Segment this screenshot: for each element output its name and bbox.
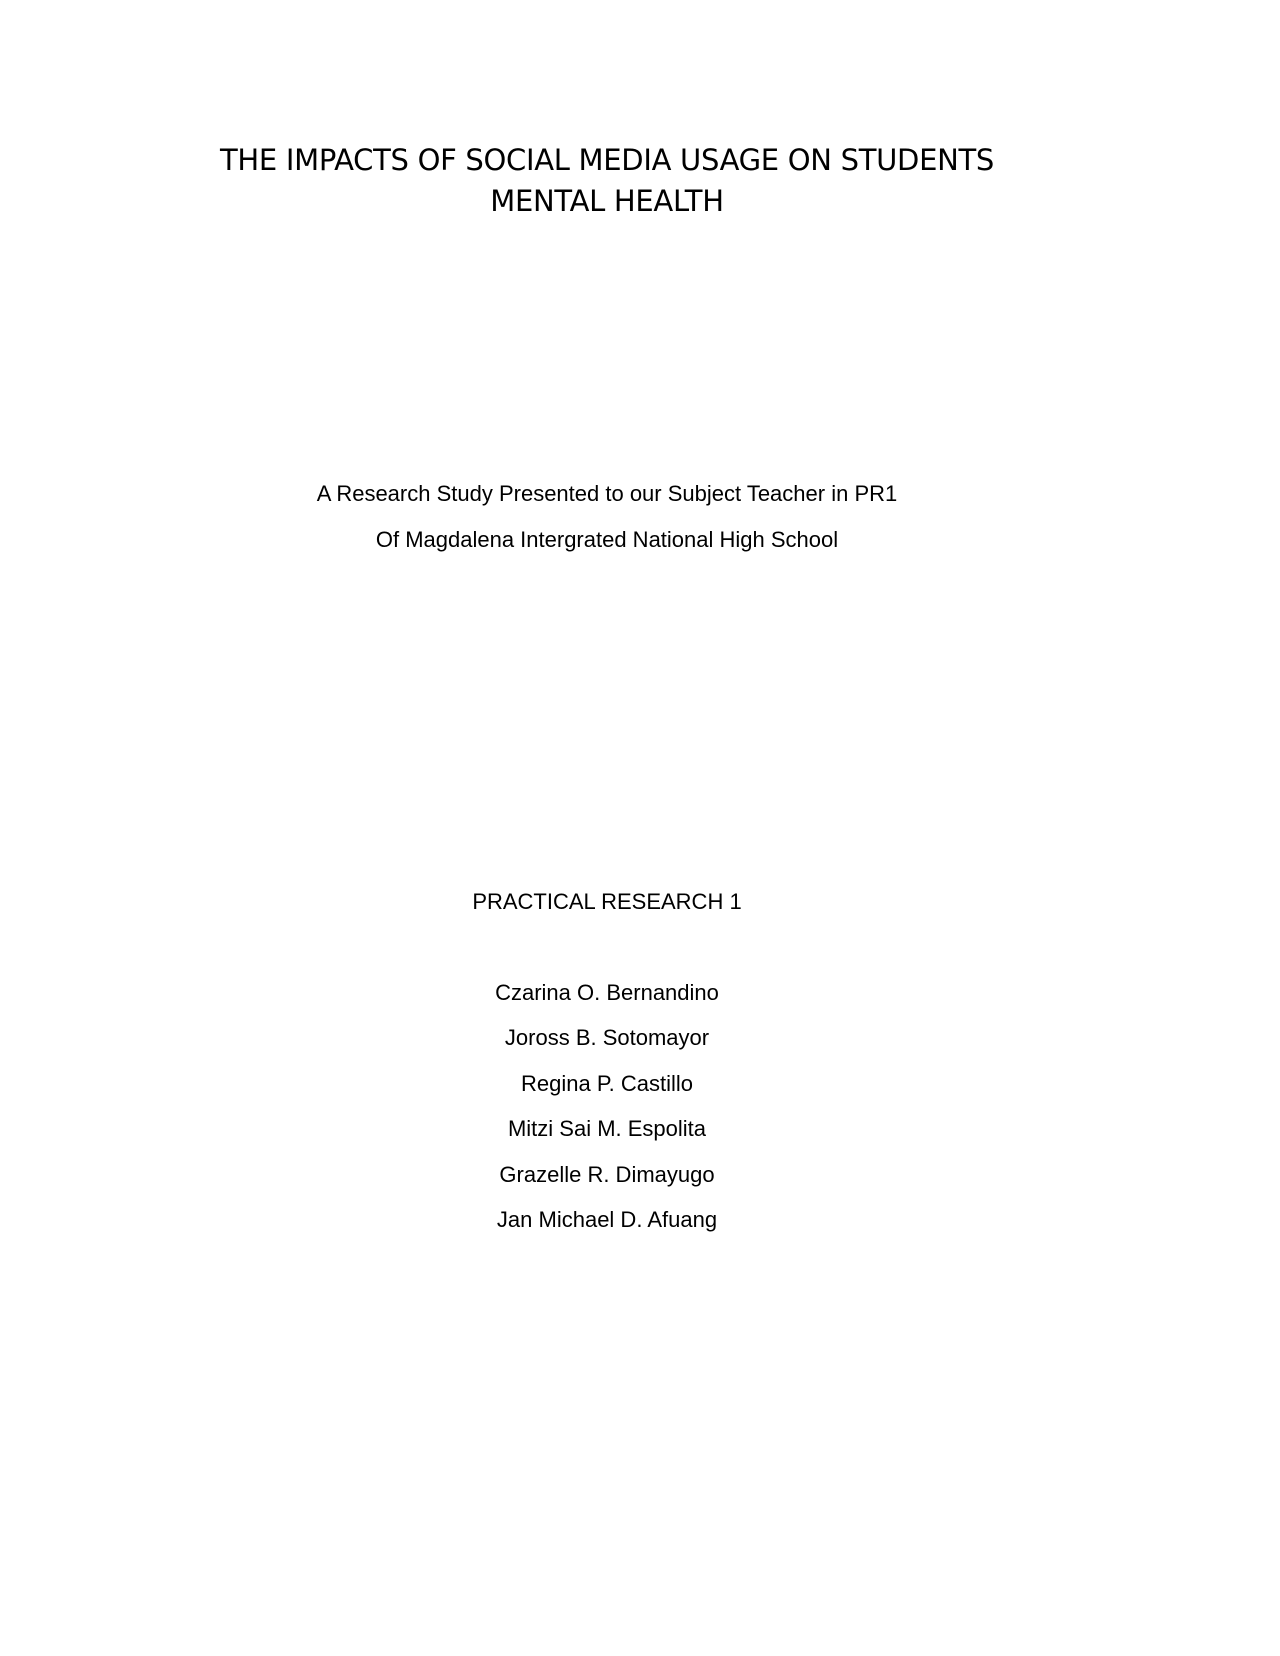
document-title-line-2: MENTAL HEALTH	[490, 184, 724, 218]
subtitle-line-1: A Research Study Presented to our Subject Teacher in PR1	[316, 481, 898, 506]
author-name: Grazelle R. Dimayugo	[499, 1162, 715, 1187]
subtitle-line-2: Of Magdalena Intergrated National High School	[375, 527, 839, 552]
course-name: PRACTICAL RESEARCH 1	[472, 889, 742, 914]
document-title-line-1: THE IMPACTS OF SOCIAL MEDIA USAGE ON STUDENTS	[219, 143, 995, 177]
author-name: Joross B. Sotomayor	[504, 1025, 710, 1050]
author-name: Jan Michael D. Afuang	[496, 1207, 718, 1232]
author-name: Regina P. Castillo	[520, 1071, 694, 1096]
author-name: Czarina O. Bernandino	[495, 980, 719, 1005]
author-name: Mitzi Sai M. Espolita	[507, 1116, 707, 1141]
